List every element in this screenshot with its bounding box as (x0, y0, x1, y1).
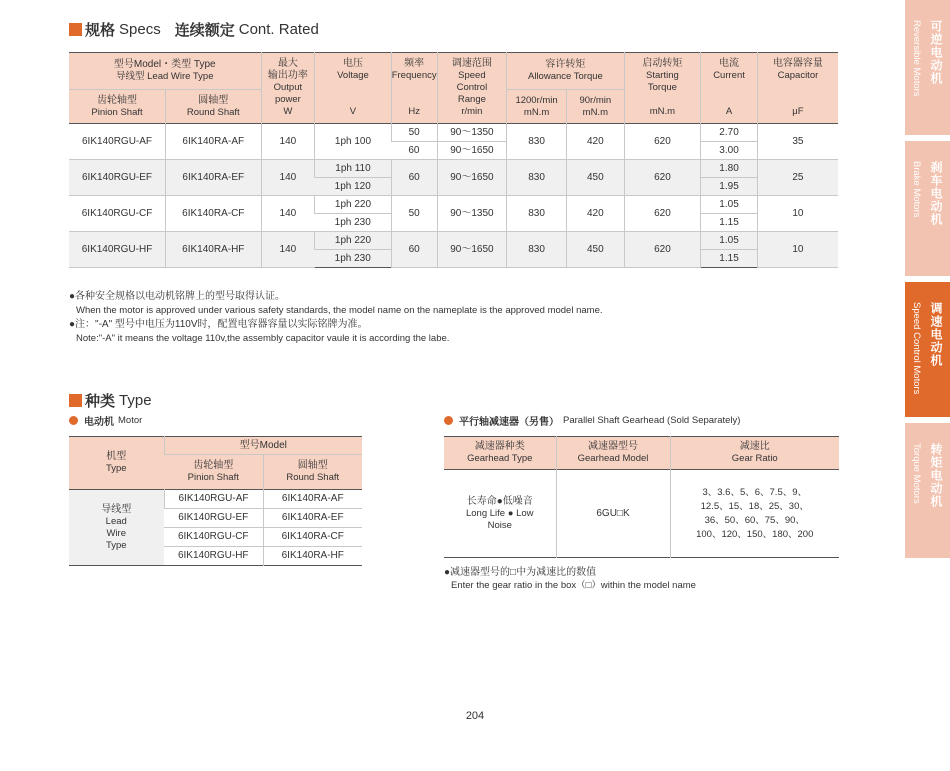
table-row: 长寿命●低噪音 Long Life ● Low Noise 6GU□K 3、3.6、5、6、7.5、9、 12.5、15、18、25、30、 36、50、60、75、90、 100、120、150、180、200 (444, 470, 839, 558)
section-marker-icon (69, 394, 82, 407)
motor-subheading: 电动机 Motor (69, 413, 142, 428)
type-section-title: 种类 Type (69, 390, 152, 411)
table-row: 6IK140RGU-CF 6IK140RA-CF (69, 528, 362, 547)
table-row: 6IK140RGU-HF 6IK140RA-HF (69, 547, 362, 566)
page-number: 204 (465, 710, 485, 722)
table-row: 导线型 Lead Wire Type 6IK140RGU-AF 6IK140RA-AF (69, 490, 362, 509)
table-row: 1ph 230 1.15 (69, 214, 838, 232)
table-row: 1ph 120 1.95 (69, 178, 838, 196)
motor-type-table: 机型 Type 型号Model 齿轮轴型 Pinion Shaft 圆轴型 Round Shaft 导线型 Lead Wire Type 6IK140RGU-AF 6IK140RA-AF 6IK140RGU-EF 6IK140RA-EF 6IK140RGU-CF 6IK140RA-CF 6IK140RGU-HF 6IK140RA-HF (69, 436, 362, 566)
table-row: 6IK140RGU-CF 6IK140RA-CF 140 1ph 220 50 90～1350 830 420 620 1.05 10 (69, 196, 838, 214)
specs-notes: ●各种安全规格以电动机铭牌上的型号取得认证。 When the motor is approved under various safety standards, the model name on the nameplate is the approved model name. ●注："-A" 型号中电压为110V时，配置电容器容量以实际铭牌为准。 Note:"-A" it means the voltage 110v,the assembly capacitor vaule it is according the labe. (69, 291, 603, 344)
tab-speed-control-motors[interactable]: 调速电动机 Speed Control Motors (905, 282, 950, 417)
tab-torque-motors[interactable]: 转矩电动机 Torque Motors (905, 423, 950, 558)
table-row: 1ph 230 1.15 (69, 250, 838, 268)
gearhead-subheading: 平行轴减速器（另售） Parallel Shaft Gearhead (Sold Separately) (444, 413, 740, 428)
table-row: 6IK140RGU-HF 6IK140RA-HF 140 1ph 220 60 90～1650 830 450 620 1.05 10 (69, 232, 838, 250)
table-row: 6IK140RGU-AF 6IK140RA-AF 140 1ph 100 50 90～1350 830 420 620 2.70 35 (69, 124, 838, 142)
bullet-dot-icon (69, 416, 78, 425)
tab-brake-motors[interactable]: 刹车电动机 Brake Motors (905, 141, 950, 276)
specs-section-title: 规格 Specs 连续额定 Cont. Rated (69, 19, 319, 40)
bullet-dot-icon (444, 416, 453, 425)
specs-table: 型号Model・类型 Type 导线型 Lead Wire Type 最大 输出功率 Output power W 电压 Voltage V 频率 Frequency Hz 调速范围 Speed Control Range r/min 容许转矩 Allowance Torque 启动转矩 Starting Torque mN.m 电流 Current A 电容器容量 Capacitor μF 齿轮轴型 Pinion Shaft 圆轴型 Round Shaft 1200r/min mN.m 90r/min mN.m 6IK140RGU-AF 6IK140RA-AF 140 1ph 100 50 90～1350 830 420 620 2.70 35 60 90～1650 3.00 6IK140RGU-EF 6IK140RA-EF 140 1ph 110 60 90～1650 830 450 620 1.80 25 1ph 120 1.95 6IK140RGU-CF 6IK140RA-CF 140 1ph 220 50 90～1350 830 420 620 1.05 10 1ph 230 1.15 6IK140RGU-HF 6IK140RA-HF 140 1ph 220 60 90～1650 830 450 620 1.05 10 1ph 230 1.15 (69, 52, 838, 268)
table-row: 6IK140RGU-EF 6IK140RA-EF 140 1ph 110 60 90～1650 830 450 620 1.80 25 (69, 160, 838, 178)
table-row: 60 90～1650 3.00 (69, 142, 838, 160)
gearhead-note: ●减速器型号的□中为减速比的数值 Enter the gear ratio in the box（□）within the model name (444, 567, 696, 591)
gearhead-table: 减速器种类 Gearhead Type 减速器型号 Gearhead Model 减速比 Gear Ratio 长寿命●低噪音 Long Life ● Low Noise 6GU□K 3、3.6、5、6、7.5、9、 12.5、15、18、25、30、 36、50、60、75、90、 100、120、150、180、200 (444, 436, 839, 558)
section-marker-icon (69, 23, 82, 36)
tab-reversible-motors[interactable]: 可逆电动机 Reversible Motors (905, 0, 950, 135)
table-row: 6IK140RGU-EF 6IK140RA-EF (69, 509, 362, 528)
